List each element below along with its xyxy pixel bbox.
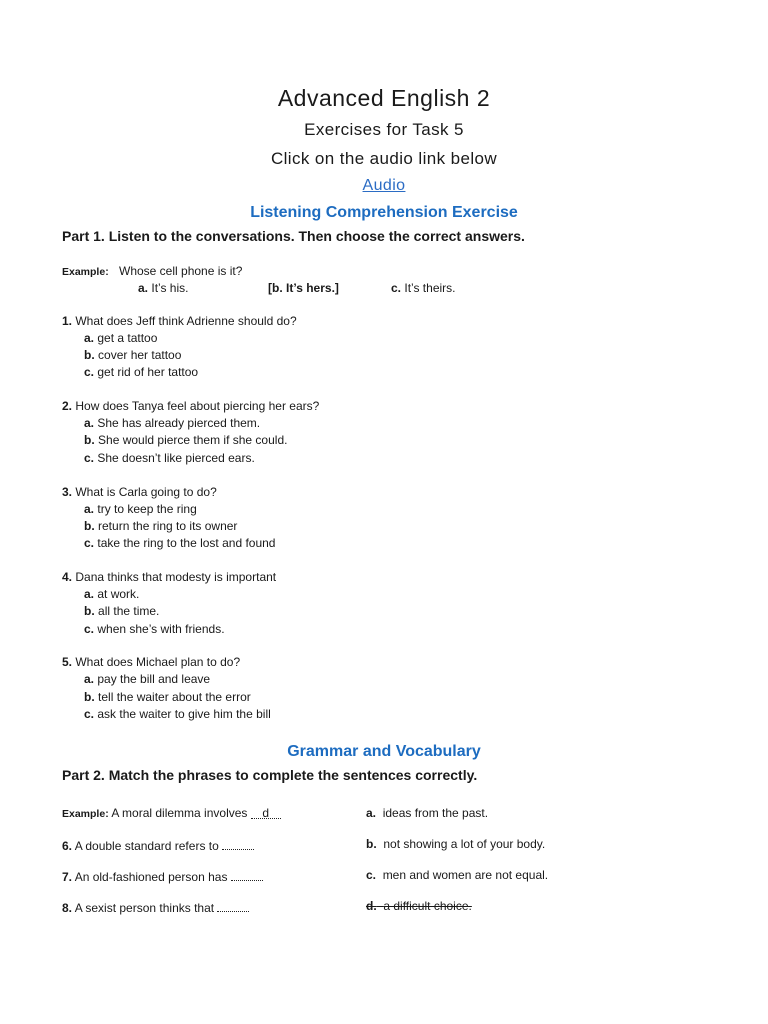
question-4-option-c [84,622,225,636]
option-letter: c. [391,281,402,295]
option-text: return the ring to its owner [98,519,238,533]
audio-link[interactable] [0,177,768,195]
option-letter: a. [84,416,95,430]
grammar-heading: Grammar and Vocabulary [287,743,481,760]
option-letter: c. [84,451,95,465]
question-number: 5. [62,655,73,669]
question-2-option-b [84,433,287,447]
answer-blank[interactable] [222,837,254,850]
example-label: Example: [62,266,109,278]
question-4-option-b [84,604,159,618]
question-1-option-b [84,348,181,362]
option-text: She has already pierced them. [97,416,261,430]
question-number: 4. [62,570,73,584]
question-text: What does Michael plan to do? [75,655,241,669]
example-option-b-answer: [b. It’s hers.] [268,281,339,295]
match-option-b [366,837,545,851]
question-number: 8. [62,901,73,915]
answer-blank[interactable]: d [251,806,281,819]
option-text: It’s his. [151,281,189,295]
question-1-option-a [84,331,157,345]
option-letter: a. [84,672,95,686]
option-letter: c. [84,622,95,636]
option-letter: b. [84,519,95,533]
option-text: take the ring to the lost and found [97,536,276,550]
option-text: get rid of her tattoo [97,365,199,379]
option-text: men and women are not equal. [382,868,549,882]
option-letter: d. [366,899,377,913]
question-3 [62,485,217,499]
question-number: 2. [62,399,73,413]
question-4-option-a [84,587,139,601]
part1-instruction: Part 1. Listen to the conversations. Then choose the correct answers. [62,228,525,244]
option-text: pay the bill and leave [97,672,211,686]
question-number: 7. [62,870,73,884]
option-letter: a. [84,587,95,601]
option-letter: a. [84,502,95,516]
answer-blank[interactable] [231,868,263,881]
option-text: when she’s with friends. [97,622,225,636]
stem-text: An old-fashioned person has [74,870,228,884]
question-5-option-b [84,690,251,704]
question-text: What does Jeff think Adrienne should do? [75,314,297,328]
audio-link-label[interactable]: Audio [362,177,406,194]
option-text: not showing a lot of your body. [383,837,546,851]
answer-blank[interactable] [217,899,249,912]
question-2 [62,399,319,413]
question-number: 6. [62,839,73,853]
option-letter: c. [84,707,95,721]
question-1 [62,314,297,328]
question-3-option-b [84,519,237,533]
option-letter: c. [84,365,95,379]
option-letter: b. [84,348,95,362]
option-text: cover her tattoo [98,348,182,362]
example-question: Whose cell phone is it? [119,264,243,278]
audio-instruction: Click on the audio link below [270,149,498,168]
match-option-a [366,806,488,820]
question-5 [62,655,240,669]
match-stem-8 [62,899,249,915]
option-text: She would pierce them if she could. [98,433,288,447]
option-letter: c. [84,536,95,550]
option-text: ideas from the past. [382,806,489,820]
option-text: ask the waiter to give him the bill [97,707,271,721]
match-option-d-used [366,899,472,913]
question-2-option-c [84,451,255,465]
example-option-c [391,281,456,295]
option-letter: b. [84,433,95,447]
question-number: 1. [62,314,73,328]
example-option-a [138,281,188,295]
question-5-option-a [84,672,210,686]
part2-instruction: Part 2. Match the phrases to complete the sentences correctly. [62,767,478,783]
question-number: 3. [62,485,73,499]
option-letter: a. [366,806,377,820]
question-1-option-c [84,365,198,379]
question-text: Dana thinks that modesty is important [75,570,277,584]
option-letter: b. [84,604,95,618]
option-text: a difficult choice. [383,899,472,913]
page-title: Advanced English 2 [277,85,491,111]
option-letter: a. [84,331,95,345]
option-text: get a tattoo [97,331,158,345]
match-example-stem [62,806,281,820]
stem-text: A moral dilemma involves [111,806,248,820]
stem-text: A sexist person thinks that [74,901,215,915]
match-option-c [366,868,548,882]
match-stem-7 [62,868,263,884]
stem-text: A double standard refers to [74,839,219,853]
question-2-option-a [84,416,260,430]
question-3-option-c [84,536,275,550]
option-text: try to keep the ring [97,502,197,516]
option-letter: b. [366,837,377,851]
question-3-option-a [84,502,197,516]
page-subtitle: Exercises for Task 5 [304,120,464,139]
match-stem-6 [62,837,254,853]
listening-heading: Listening Comprehension Exercise [250,204,518,221]
option-text: all the time. [98,604,160,618]
question-text: What is Carla going to do? [75,485,217,499]
option-text: It’s theirs. [404,281,456,295]
option-letter: a. [138,281,149,295]
option-text: She doesn’t like pierced ears. [97,451,255,465]
question-text: How does Tanya feel about piercing her ears? [75,399,320,413]
question-5-option-c [84,707,271,721]
option-letter: c. [366,868,377,882]
option-text: at work. [97,587,140,601]
question-4 [62,570,276,584]
example-label: Example: [62,808,109,820]
option-text: tell the waiter about the error [98,690,251,704]
option-letter: b. [84,690,95,704]
